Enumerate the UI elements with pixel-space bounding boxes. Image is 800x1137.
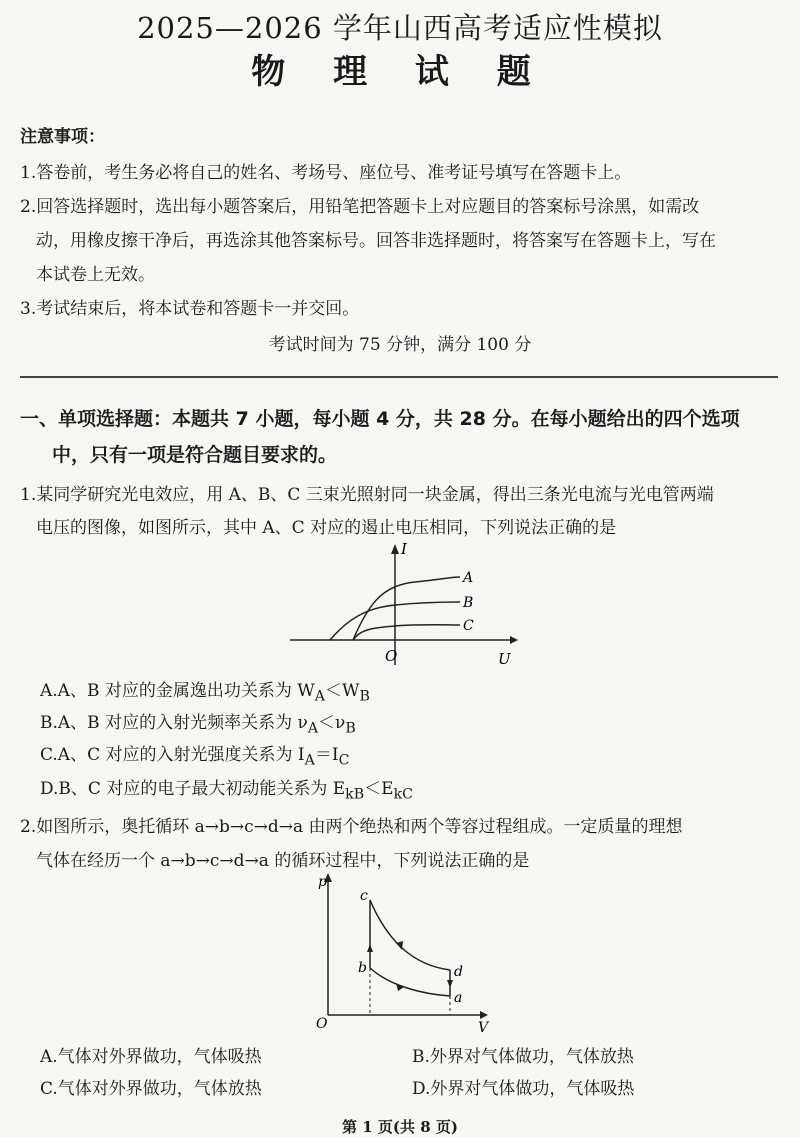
notice-item-2-line-2: 动，用橡皮擦干净后，再选涂其他答案标号。回答非选择题时，将答案写在答题卡上，写在 xyxy=(36,231,716,251)
q2-stem-line-1: 2.如图所示，奥托循环 a→b→c→d→a 由两个绝热和两个等容过程组成。一定质量的理想 xyxy=(20,817,683,837)
q1-i-axis-arrow xyxy=(391,544,399,554)
q1-option-a xyxy=(40,676,370,704)
exam-time-info: 考试时间为 75 分钟，满分 100 分 xyxy=(268,335,532,355)
notice-item-2-line-1: 2.回答选择题时，选出每小题答案后，用铅笔把答题卡上对应题目的答案标号涂黑，如需改 xyxy=(20,197,700,217)
q2-process-ab xyxy=(370,968,450,996)
q1-option-a-sub-1: A xyxy=(314,688,325,705)
q1-u-axis-label: U xyxy=(498,650,511,668)
q1-option-b xyxy=(40,708,356,736)
q2-stem-line-2: 气体在经历一个 a→b→c→d→a 的循环过程中，下列说法正确的是 xyxy=(36,851,530,871)
q2-arrow-bc xyxy=(367,944,373,952)
q1-u-axis-arrow xyxy=(510,636,518,644)
q2-v-axis-arrow xyxy=(480,1011,488,1019)
q1-option-c xyxy=(40,740,349,768)
q1-origin-label: O xyxy=(385,647,398,665)
q1-curve-c xyxy=(353,625,460,640)
q2-v-axis-label: V xyxy=(478,1020,489,1035)
q1-option-d-sub-2: kC xyxy=(393,786,413,803)
q1-stem-line-2: 电压的图像，如图所示，其中 A、C 对应的遏止电压相同，下列说法正确的是 xyxy=(36,518,617,538)
q1-option-b-sub-2: B xyxy=(345,720,356,737)
page-footer: 第 1 页(共 8 页) xyxy=(342,1118,458,1136)
q2-origin-label: O xyxy=(316,1016,328,1032)
q2-point-a-label: a xyxy=(454,990,463,1006)
q2-option-d: D.外界对气体做功，气体吸热 xyxy=(412,1079,635,1099)
q1-option-b-mid: ＜ν xyxy=(318,713,346,733)
q1-option-a-mid: ＜W xyxy=(324,681,360,701)
q1-iu-graph xyxy=(285,540,525,670)
notice-heading: 注意事项： xyxy=(20,127,105,147)
q1-option-a-sub-2: B xyxy=(359,688,370,705)
notice-item-2-line-3: 本试卷上无效。 xyxy=(36,265,155,285)
q1-option-c-text: C.A、C 对应的入射光强度关系为 I xyxy=(40,745,305,765)
q2-option-b: B.外界对气体做功，气体放热 xyxy=(412,1047,634,1067)
q1-i-axis-label: I xyxy=(401,540,407,558)
exam-title: 2025—2026 学年山西高考适应性模拟 xyxy=(137,11,663,45)
q2-point-d-label: d xyxy=(454,964,463,980)
q1-option-b-text: B.A、B 对应的入射光频率关系为 ν xyxy=(40,713,308,733)
q1-option-d-sub-1: kB xyxy=(345,786,365,803)
q1-option-c-sub-2: C xyxy=(338,752,350,769)
q1-curve-a xyxy=(353,577,460,640)
q1-option-b-sub-1: A xyxy=(307,720,319,737)
q1-option-d xyxy=(40,774,413,802)
q1-option-c-mid: ＝I xyxy=(314,745,339,765)
q2-pv-graph xyxy=(312,870,502,1035)
q1-option-a-text: A.A、B 对应的金属逸出功关系为 W xyxy=(40,681,315,701)
q2-option-a: A.气体对外界做功，气体吸热 xyxy=(40,1047,262,1067)
subject-title: 物 理 试 题 xyxy=(251,52,549,92)
q1-curve-c-label: C xyxy=(463,618,474,634)
divider-rule xyxy=(20,376,778,378)
q2-p-axis-label: p xyxy=(318,874,327,890)
q1-option-d-text: D.B、C 对应的电子最大初动能关系为 E xyxy=(40,779,346,799)
q2-process-cd xyxy=(370,900,450,970)
q1-option-c-sub-1: A xyxy=(304,752,315,769)
section-1-heading-line-2: 中，只有一项是符合题目要求的。 xyxy=(52,444,338,466)
notice-item-3: 3.考试结束后，将本试卷和答题卡一并交回。 xyxy=(20,299,360,319)
section-1-heading-line-1: 一、单项选择题：本题共 7 小题，每小题 4 分，共 28 分。在每小题给出的四个选项 xyxy=(20,408,740,430)
q2-option-c: C.气体对外界做功，气体放热 xyxy=(40,1079,262,1099)
q2-point-b-label: b xyxy=(358,960,367,976)
notice-item-1: 1.答卷前，考生务必将自己的姓名、考场号、座位号、准考证号填写在答题卡上。 xyxy=(20,163,632,183)
q1-curve-b-label: B xyxy=(463,595,474,611)
q1-curve-a-label: A xyxy=(463,570,474,586)
q2-point-c-label: c xyxy=(360,888,368,904)
q2-arrow-da xyxy=(447,980,453,988)
q1-option-d-mid: ＜E xyxy=(364,779,394,799)
q1-stem-line-1: 1.某同学研究光电效应，用 A、B、C 三束光照射同一块金属，得出三条光电流与光电管两端 xyxy=(20,485,714,505)
q2-arrow-ab xyxy=(396,983,404,991)
